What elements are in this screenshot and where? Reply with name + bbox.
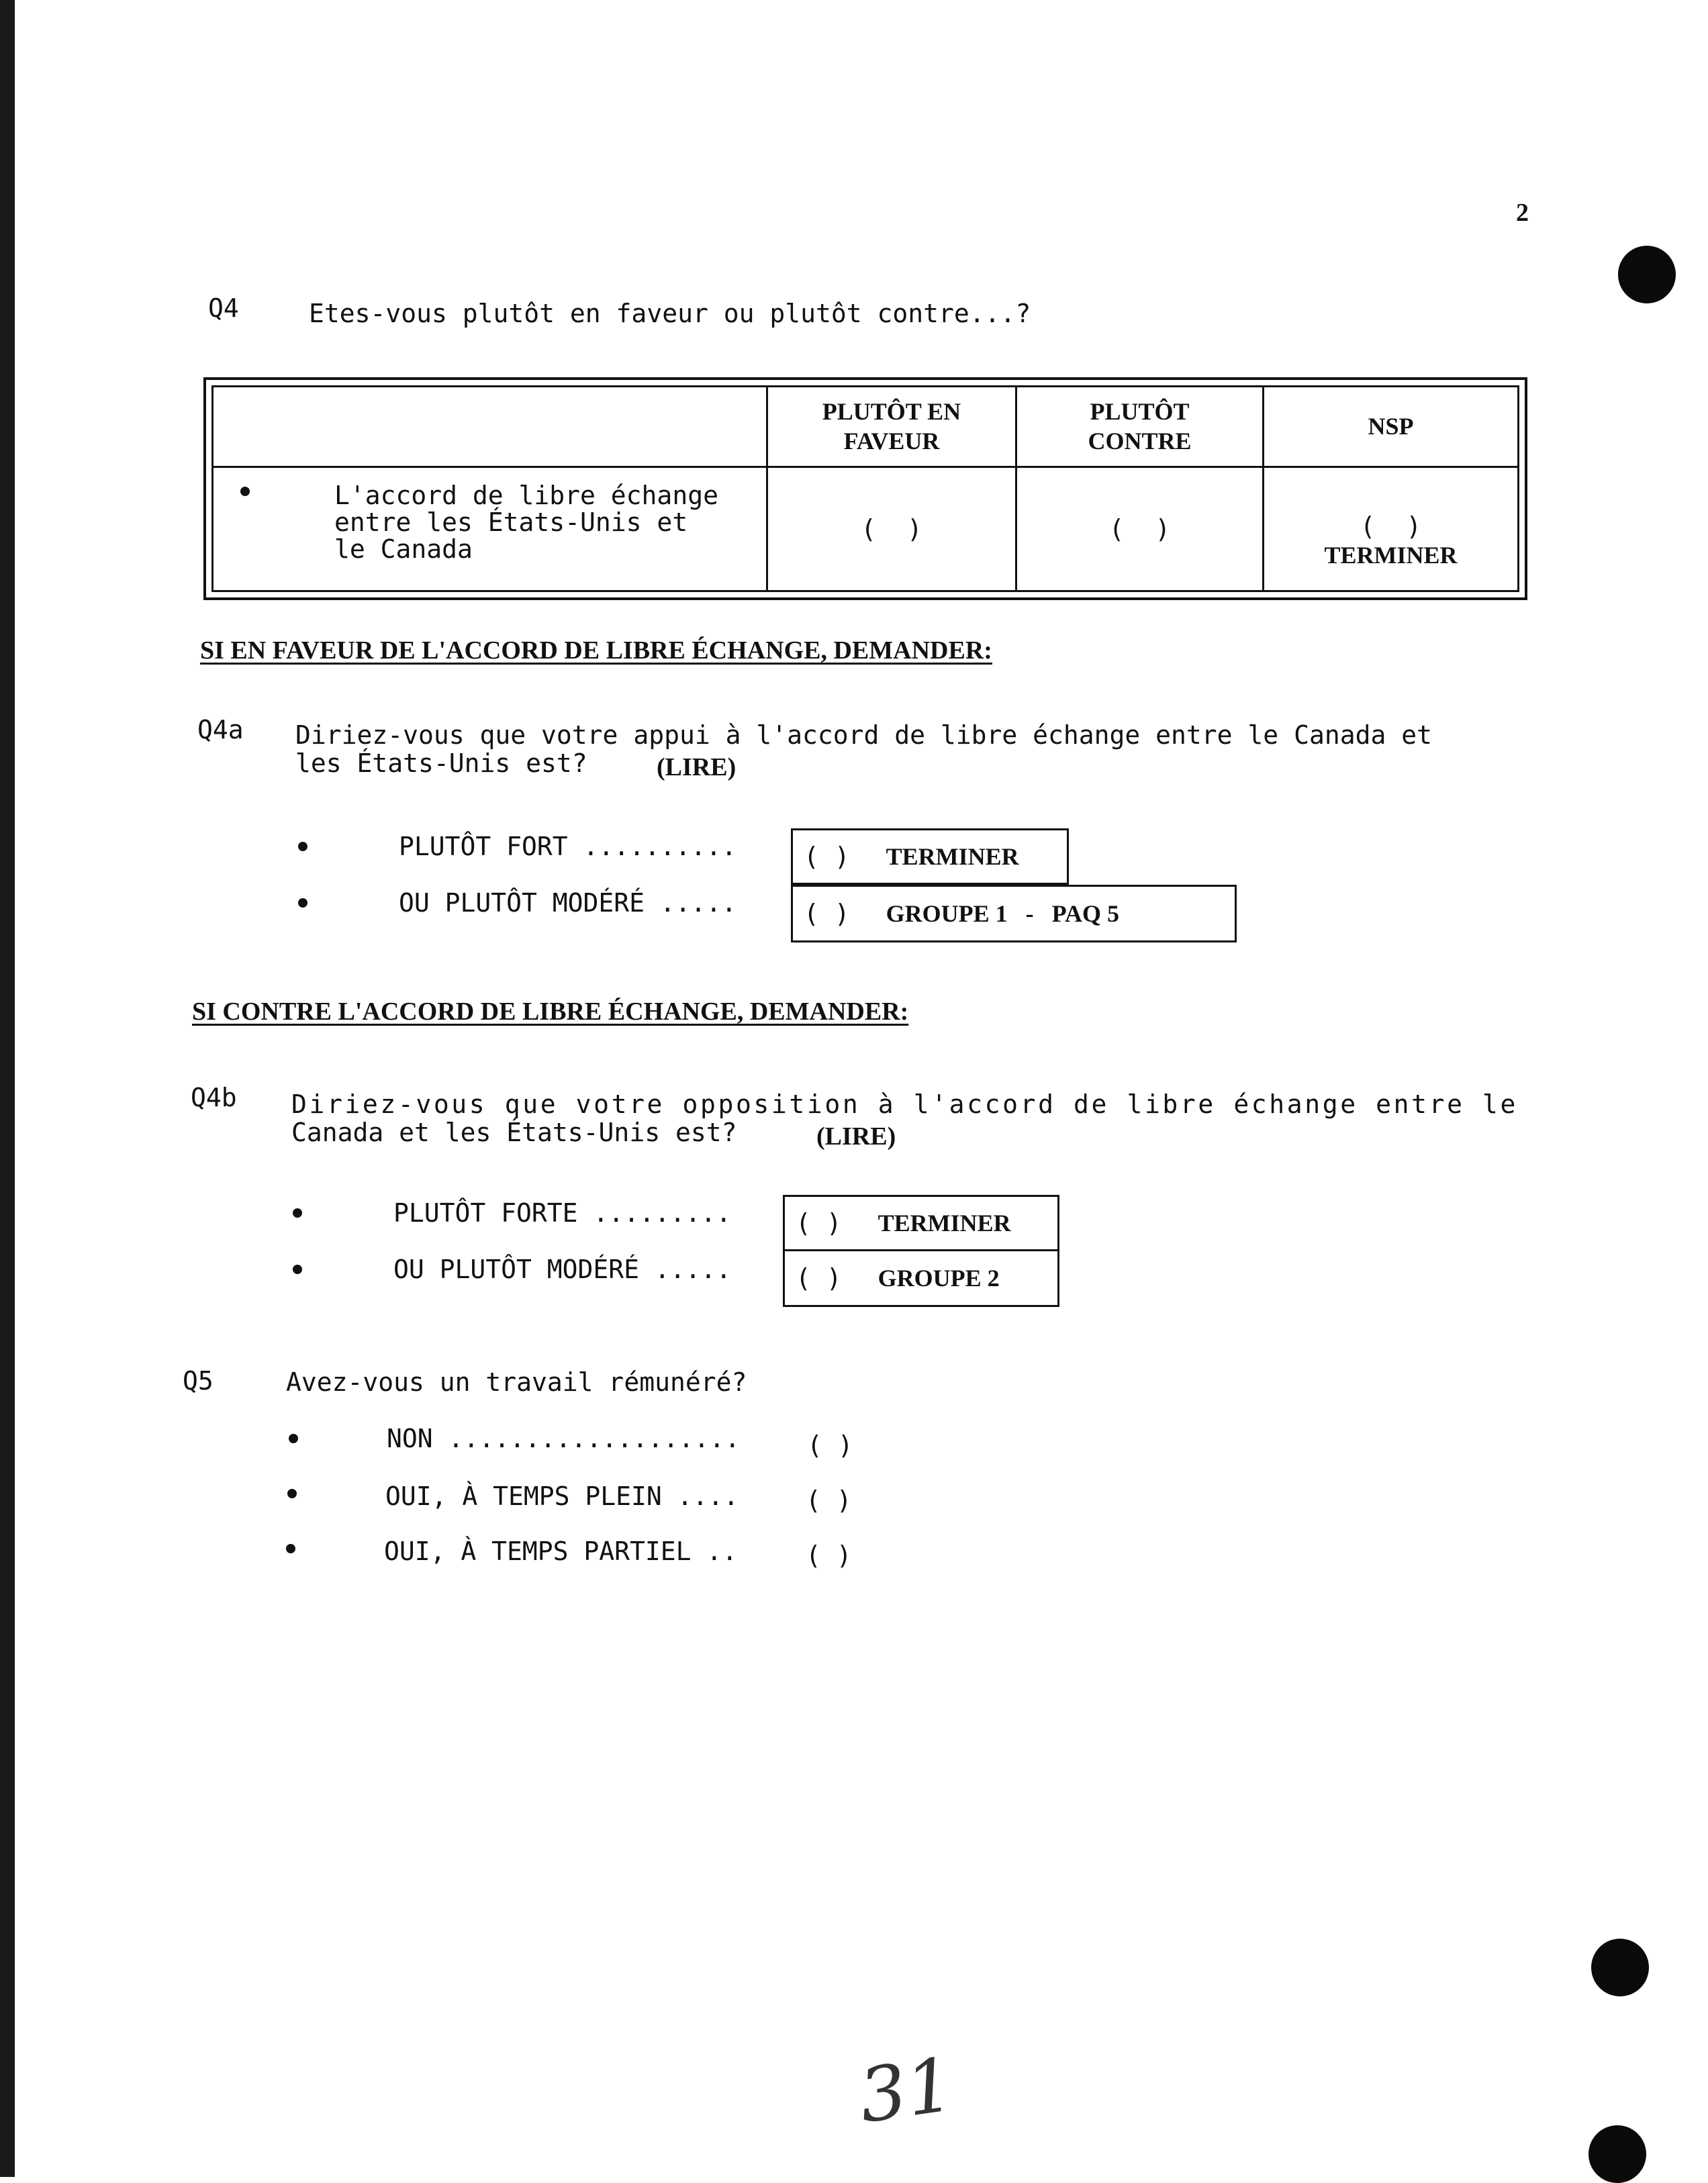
nsp-terminer: TERMINER — [1324, 542, 1458, 569]
page-number: 2 — [1516, 199, 1529, 227]
q4b-instruction: (LIRE) — [816, 1122, 896, 1151]
q4b-option-box[interactable] — [783, 1249, 1059, 1307]
checkbox[interactable]: ( ) — [796, 1208, 842, 1238]
q4a-number: Q4a — [197, 715, 244, 744]
bullet — [240, 487, 250, 496]
option-result: GROUPE 1 - PAQ 5 — [886, 900, 1119, 927]
q4b-question-line2: Canada et les États-Unis est? — [291, 1118, 737, 1147]
bullet — [286, 1544, 295, 1553]
q5-option-checkbox[interactable]: ( ) — [806, 1486, 852, 1515]
punch-hole — [1618, 246, 1676, 303]
q4a-option-label: OU PLUTÔT MODÉRÉ ..... — [399, 888, 737, 918]
table-header-favor: PLUTÔT EN FAVEUR — [768, 387, 1017, 468]
q4b-option-box[interactable] — [783, 1195, 1059, 1251]
table-row-item — [214, 468, 768, 590]
table-header-contre: PLUTÔT CONTRE — [1017, 387, 1264, 468]
favor-checkbox[interactable]: ( ) — [768, 468, 1017, 590]
checkbox[interactable]: ( ) — [804, 842, 850, 871]
nsp-cell — [1264, 468, 1517, 590]
q4-number: Q4 — [208, 293, 239, 323]
table-header-nsp: NSP — [1264, 387, 1517, 468]
q5-option-label: NON ................... — [387, 1424, 741, 1453]
handwritten-number: 31 — [853, 2041, 959, 2140]
scan-edge — [0, 0, 15, 2177]
punch-hole — [1591, 1939, 1649, 1996]
q4a-instruction: (LIRE) — [657, 753, 737, 781]
q5-option-checkbox[interactable]: ( ) — [806, 1541, 852, 1570]
option-result: TERMINER — [877, 1210, 1011, 1236]
q5-option-label: OUI, À TEMPS PLEIN .... — [385, 1482, 739, 1511]
bullet — [287, 1489, 297, 1498]
checkbox[interactable]: ( ) — [796, 1263, 842, 1293]
q4a-option-box[interactable] — [791, 828, 1069, 885]
bullet — [293, 1265, 302, 1274]
option-result: TERMINER — [886, 843, 1019, 870]
nsp-checkbox[interactable]: ( ) — [1360, 512, 1422, 541]
section-heading-against: SI CONTRE L'ACCORD DE LIBRE ÉCHANGE, DEMANDER: — [192, 998, 909, 1026]
bullet — [298, 842, 307, 851]
q4-table — [203, 377, 1527, 600]
punch-hole — [1588, 2125, 1646, 2183]
q4a-question-line1: Diriez-vous que votre appui à l'accord de libre échange entre le Canada et — [295, 720, 1432, 750]
bullet — [293, 1208, 302, 1218]
checkbox[interactable]: ( ) — [804, 899, 850, 928]
bullet — [298, 898, 307, 908]
q4b-option-label: OU PLUTÔT MODÉRÉ ..... — [393, 1255, 732, 1284]
q5-number: Q5 — [183, 1366, 214, 1396]
q4b-number: Q4b — [191, 1083, 237, 1112]
q4b-option-label: PLUTÔT FORTE ......... — [393, 1198, 732, 1228]
q4a-option-box[interactable] — [791, 885, 1237, 942]
q5-option-label: OUI, À TEMPS PARTIEL .. — [384, 1537, 738, 1566]
q5-question: Avez-vous un travail rémunéré? — [286, 1367, 747, 1397]
option-result: GROUPE 2 — [877, 1265, 1000, 1292]
table-header-blank — [214, 387, 768, 468]
q4-question: Etes-vous plutôt en faveur ou plutôt contre...? — [309, 299, 1031, 328]
contre-checkbox[interactable]: ( ) — [1017, 468, 1264, 590]
q4b-question-line1: Diriez-vous que votre opposition à l'accord de libre échange entre le — [291, 1089, 1518, 1119]
q5-option-checkbox[interactable]: ( ) — [807, 1430, 853, 1460]
section-heading-favor: SI EN FAVEUR DE L'ACCORD DE LIBRE ÉCHANGE, DEMANDER: — [200, 636, 992, 665]
bullet — [289, 1434, 298, 1443]
q4a-question-line2: les États-Unis est? — [295, 748, 587, 778]
row-item-label: L'accord de libre échange entre les États-Unis et le Canada — [334, 481, 718, 564]
q4a-option-label: PLUTÔT FORT .......... — [399, 832, 737, 861]
